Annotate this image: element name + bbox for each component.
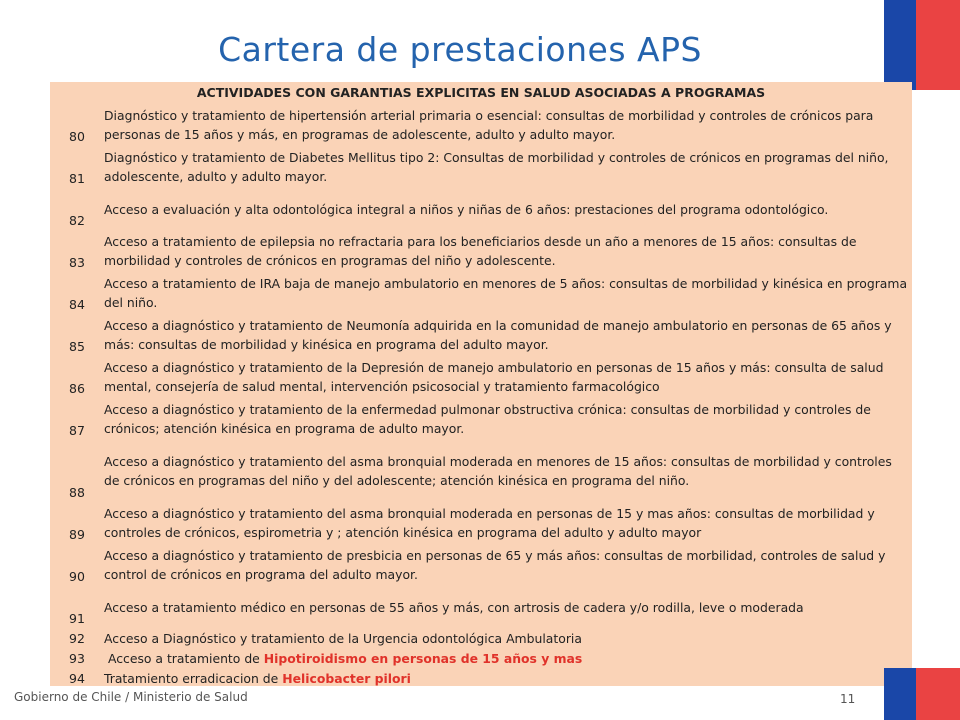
row-number: 84 — [69, 297, 85, 312]
table-row — [50, 628, 912, 648]
page-title: Cartera de prestaciones APS — [218, 30, 702, 69]
row-text: Acceso a tratamiento de IRA baja de manejo ambulatorio en menores de 5 años: consultas de morbilidad y kinésica en programa del niño. — [104, 276, 908, 310]
row-number: 89 — [69, 527, 85, 542]
row-number: 90 — [69, 569, 85, 584]
row-text-prefix: Acceso a tratamiento de — [104, 650, 264, 666]
table-row — [50, 440, 912, 502]
row-number: 87 — [69, 423, 85, 438]
row-number: 92 — [69, 631, 85, 646]
row-text: Diagnóstico y tratamiento de hipertensión arterial primaria o esencial: consultas de morbilidad y controles de crónicos para personas de 15 años y más, en programas de adolescente, adulto y adulto mayor. — [104, 108, 874, 142]
row-text: Acceso a tratamiento médico en personas de 55 años y más, con artrosis de cadera y/o rodilla, leve o moderada — [104, 599, 804, 615]
table-row — [50, 586, 912, 628]
table-row — [50, 398, 912, 440]
table-row — [50, 104, 912, 146]
row-number: 80 — [69, 129, 85, 144]
row-text: Acceso a evaluación y alta odontológica integral a niños y niñas de 6 años: prestaciones del programa odontológico. — [104, 201, 829, 217]
row-text: Acceso a diagnóstico y tratamiento de presbicia en personas de 65 y más años: consultas de morbilidad, controles de salud y control de crónicos en programa del adulto mayor. — [104, 548, 886, 582]
row-number: 94 — [69, 671, 85, 686]
row-number: 83 — [69, 255, 85, 270]
row-text: Acceso a tratamiento de epilepsia no refractaria para los beneficiarios desde un año a menores de 15 años: consultas de morbilidad y controles de crónicos en programas del niño y adolescente. — [104, 234, 857, 268]
table-row — [50, 272, 912, 314]
row-text: Acceso a diagnóstico y tratamiento de la Depresión de manejo ambulatorio en personas de 15 años y más: consulta de salud mental, consejería de salud mental, intervención psicosocial y tratamiento farmacológico — [104, 360, 884, 394]
row-number: 82 — [69, 213, 85, 228]
row-text: Acceso a diagnóstico y tratamiento del asma bronquial moderada en menores de 15 años: consultas de morbilidad y controles de crónicos en programas del niño y del adolescente; atención kinésica en programa del niño. — [104, 454, 892, 488]
programs-table — [50, 82, 912, 686]
row-text — [104, 668, 912, 688]
row-number: 93 — [69, 651, 85, 666]
row-text — [104, 648, 912, 668]
table-row — [50, 356, 912, 398]
flag-blue-bar-bottom — [884, 668, 916, 720]
row-number: 86 — [69, 381, 85, 396]
flag-red-bar-bottom — [916, 668, 960, 720]
row-text: Acceso a diagnóstico y tratamiento de la enfermedad pulmonar obstructiva crónica: consultas de morbilidad y controles de crónicos; atención kinésica en programa de adulto mayor. — [104, 402, 871, 436]
row-number: 91 — [69, 611, 85, 626]
table-row — [50, 648, 912, 668]
row-text-prefix: Tratamiento erradicacion de — [104, 670, 283, 686]
table-row — [50, 668, 912, 688]
table-row — [50, 188, 912, 230]
row-text-highlight: Hipotiroidismo en personas de 15 años y mas — [263, 650, 583, 666]
table-row — [50, 230, 912, 272]
page-number: 11 — [840, 692, 856, 706]
footer-org: Gobierno de Chile / Ministerio de Salud — [14, 690, 248, 704]
flag-red-bar — [916, 0, 960, 90]
table-row — [50, 314, 912, 356]
row-text: Acceso a diagnóstico y tratamiento del asma bronquial moderada en personas de 15 y mas años: consultas de morbilidad y controles de crónicos, espirometria y ; atención kinésica en programa del adulto y adulto mayor — [104, 506, 875, 540]
row-number: 81 — [69, 171, 85, 186]
row-number: 88 — [69, 485, 85, 500]
row-text: Diagnóstico y tratamiento de Diabetes Mellitus tipo 2: Consultas de morbilidad y controles de crónicos en programas del niño, adolescente, adulto y adulto mayor. — [104, 150, 889, 184]
row-text: Acceso a diagnóstico y tratamiento de Neumonía adquirida en la comunidad de manejo ambulatorio en personas de 65 años y más: consultas de morbilidad y kinésica en programa del adulto mayor. — [104, 318, 892, 352]
table-row — [50, 146, 912, 188]
table-header: ACTIVIDADES CON GARANTIAS EXPLICITAS EN SALUD ASOCIADAS A PROGRAMAS — [196, 85, 766, 100]
row-text: Acceso a Diagnóstico y tratamiento de la Urgencia odontológica Ambulatoria — [104, 630, 582, 646]
table-row — [50, 502, 912, 544]
row-text-highlight: Helicobacter pilori — [282, 670, 411, 686]
table-row — [50, 544, 912, 586]
row-number: 85 — [69, 339, 85, 354]
